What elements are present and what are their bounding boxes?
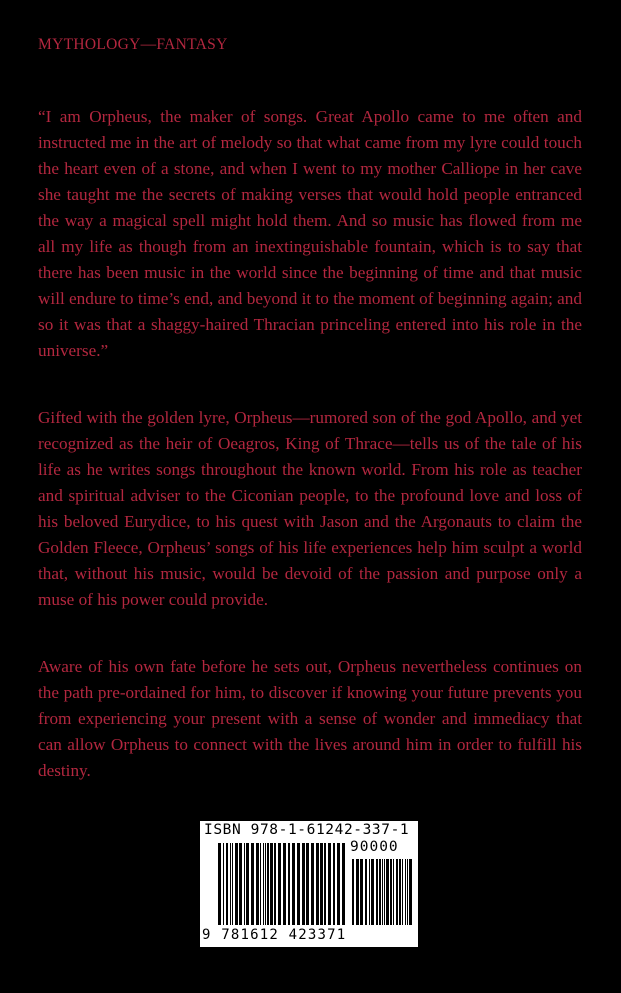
barcode-bar <box>390 859 392 925</box>
barcode-bar <box>218 843 221 925</box>
barcode-bar <box>288 843 290 925</box>
barcode-bar <box>333 843 335 925</box>
barcode-bar <box>302 843 305 925</box>
barcode-bar <box>324 843 326 925</box>
barcode-bar <box>369 859 370 925</box>
barcode-bar <box>267 843 269 925</box>
barcode-bar <box>371 859 374 925</box>
barcode-bar <box>352 859 354 925</box>
isbn-label: ISBN 978-1-61242-337-1 <box>204 822 410 838</box>
barcode-bar <box>235 843 238 925</box>
barcode-bar <box>283 843 286 925</box>
genre-label: MYTHOLOGY—FANTASY <box>38 36 228 53</box>
barcode-box <box>200 821 418 947</box>
fate-paragraph: Aware of his own fate before he sets out, Orpheus nevertheless continues on the path pre-ordained for him, to discover if knowing your future prevents you from experiencing your present with a sense of wonder and immediacy that can allow Orpheus to connect with the lives around him in order to fulfill his destiny. <box>38 657 582 780</box>
barcode-bar <box>342 843 345 925</box>
barcode-bar <box>402 859 403 925</box>
barcode-bar <box>365 859 367 925</box>
barcode-bar <box>405 859 406 925</box>
barcode-bar <box>316 843 319 925</box>
barcode-bar <box>292 843 295 925</box>
barcode-bar <box>251 843 254 925</box>
quote-paragraph: “I am Orpheus, the maker of songs. Great Apollo came to me often and instructed me in the art of melody so that what came from my lyre could touch the heart even of a stone, and when I went to my mother Calliope in her cave she taught me the secrets of making verses that would hold people entranced the way a magical spell might hold them. And so music has flowed from me all my life as though from an inextinguishable fountain, which is to say that there has been music in the world since the beginning of time and that music will endure to time’s end, and beyond it to the moment of beginning again; and so it was that a shaggy-haired Thracian princeling entered into his role in the universe.” <box>38 107 582 360</box>
barcode-bar <box>407 859 408 925</box>
barcode-bar <box>274 843 276 925</box>
price-code: 90000 <box>350 839 399 855</box>
barcode-bar <box>360 859 363 925</box>
barcode-bar <box>379 859 381 925</box>
barcode-bar <box>223 843 224 925</box>
description-paragraph: Gifted with the golden lyre, Orpheus—rumored son of the god Apollo, and yet recognized as the heir of Oeagros, King of Thrace—tells us of the tale of his life as he writes songs throughout the known world. From his role as teacher and spiritual adviser to the Ciconian people, to the profound love and loss of his beloved Eurydice, to his quest with Jason and the Argonauts to claim the Golden Fleece, Orpheus’ songs of his life experiences help him sculpt a world that, without his music, would be devoid of the passion and purpose only a muse of his power could provide. <box>38 408 582 609</box>
barcode-bar <box>356 859 359 925</box>
barcode-bar <box>386 859 389 925</box>
barcode-bar <box>232 843 233 925</box>
barcode-digits: 9 781612 423371 <box>202 927 347 943</box>
barcode-bar <box>384 859 385 925</box>
barcode-bar <box>270 843 273 925</box>
barcode-bar <box>337 843 340 925</box>
barcode-bar <box>306 843 309 925</box>
barcode-bar <box>393 859 394 925</box>
barcode-bar <box>246 843 249 925</box>
barcode-bar <box>328 843 331 925</box>
barcode-bar <box>263 843 264 925</box>
barcode-bar <box>382 859 383 925</box>
barcode-bar <box>311 843 314 925</box>
barcode-bar <box>399 859 401 925</box>
barcode-bar <box>409 859 412 925</box>
barcode-bar <box>278 843 281 925</box>
barcode-bar <box>320 843 323 925</box>
barcode-bar <box>265 843 266 925</box>
barcode-bar <box>376 859 378 925</box>
barcode-bar <box>256 843 259 925</box>
barcode-bar <box>239 843 242 925</box>
barcode-bar <box>260 843 261 925</box>
barcode-bar <box>226 843 228 925</box>
barcode-bar <box>396 859 398 925</box>
barcode-bar <box>244 843 245 925</box>
barcode-bar <box>230 843 231 925</box>
barcode-bar <box>297 843 300 925</box>
